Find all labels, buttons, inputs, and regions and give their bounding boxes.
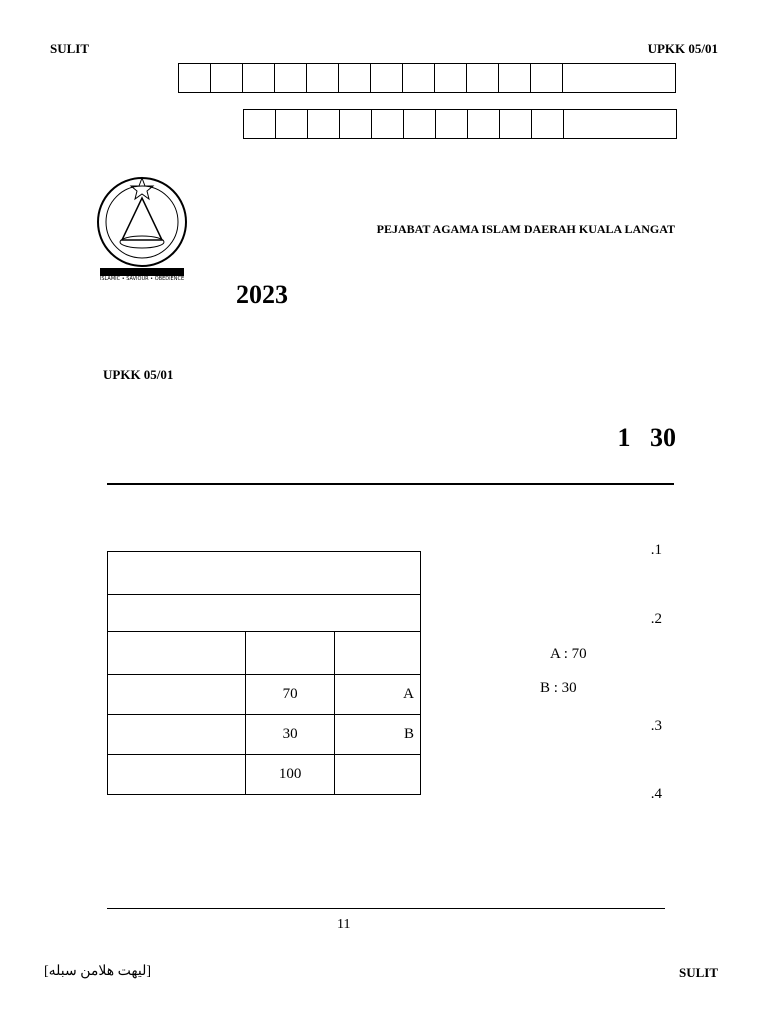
paper-code: UPKK 05/01 [103, 367, 174, 382]
marks-table [107, 551, 421, 795]
digit-box[interactable] [468, 110, 500, 139]
digit-box[interactable] [243, 64, 275, 93]
instruction-3 [372, 714, 662, 738]
exam-year: 2023 [236, 280, 288, 309]
header-left: SULIT [50, 41, 90, 56]
full-a: 70 [246, 675, 335, 715]
part-a: A [334, 675, 420, 715]
digit-box[interactable] [499, 64, 531, 93]
digit-box[interactable] [307, 64, 339, 93]
digit-box[interactable] [532, 110, 564, 139]
instruction-2-a: A : 70 [550, 646, 587, 662]
footer-pages: 11 [337, 917, 351, 932]
full-b: 30 [246, 715, 335, 755]
instruction-2-b: B : 30 [540, 680, 577, 696]
duration-minutes: 30 [650, 423, 676, 452]
candidate-number-grid [178, 63, 676, 93]
digit-box[interactable] [179, 64, 211, 93]
bottom-divider [107, 908, 665, 909]
school-code-label [564, 110, 677, 139]
logo-motto: ISLAMIC • SAVIOUR • OBEDIENCE [99, 276, 185, 282]
obtained-b[interactable] [108, 715, 246, 755]
duration [618, 423, 677, 453]
table-row [108, 675, 421, 715]
instruction-1 [372, 538, 662, 562]
instruction-1-num: 1. [650, 542, 662, 558]
digit-box[interactable] [467, 64, 499, 93]
digit-box[interactable] [340, 110, 372, 139]
digit-box[interactable] [308, 110, 340, 139]
full-total: 100 [246, 755, 335, 795]
digit-box[interactable] [211, 64, 243, 93]
digit-box[interactable] [371, 64, 403, 93]
digit-box[interactable] [275, 64, 307, 93]
instruction-4-num: 4. [650, 786, 662, 802]
col-obtained-header [108, 632, 246, 675]
digit-box[interactable] [372, 110, 404, 139]
digit-box[interactable] [500, 110, 532, 139]
digit-box[interactable] [403, 64, 435, 93]
digit-box[interactable] [435, 64, 467, 93]
digit-box[interactable] [244, 110, 276, 139]
crest-logo [92, 170, 192, 286]
digit-box[interactable] [531, 64, 563, 93]
obtained-total[interactable] [108, 755, 246, 795]
part-b: B [334, 715, 420, 755]
instruction-2 [372, 607, 662, 631]
instruction-3-num: 3. [650, 718, 662, 734]
top-divider [107, 483, 674, 485]
digit-box[interactable] [276, 110, 308, 139]
digit-box[interactable] [404, 110, 436, 139]
org-latin: PEJABAT AGAMA ISLAM DAERAH KUALA LANGAT [376, 222, 675, 236]
instruction-2-num: 2. [650, 611, 662, 627]
candidate-number-label [563, 64, 676, 93]
instruction-4 [372, 782, 662, 806]
digit-box[interactable] [339, 64, 371, 93]
footer-right: SULIT [678, 965, 718, 980]
school-code-grid [243, 109, 677, 139]
footer-left: [ليهت هلامن سبله] [44, 964, 152, 979]
header-right: UPKK 05/01 [647, 41, 718, 56]
digit-box[interactable] [436, 110, 468, 139]
obtained-a[interactable] [108, 675, 246, 715]
duration-hours: 1 [617, 423, 631, 452]
col-part-header [334, 632, 420, 675]
col-full-header [246, 632, 335, 675]
